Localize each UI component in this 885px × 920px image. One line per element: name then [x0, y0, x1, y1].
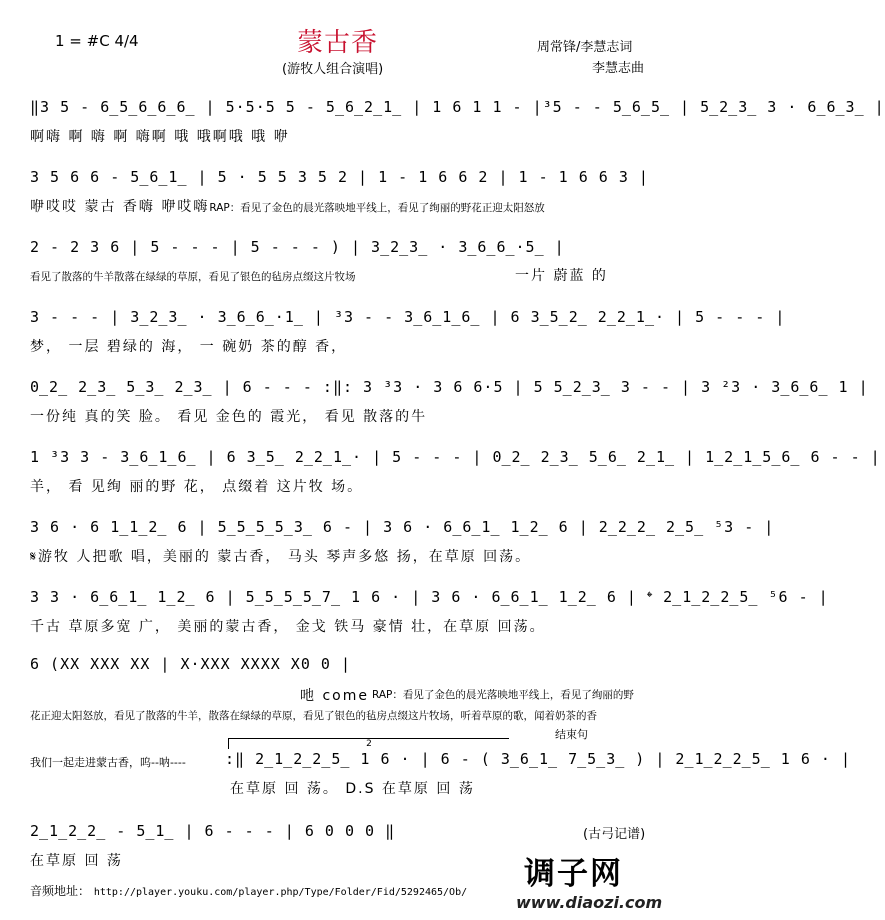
rap-text: RAP：看见了金色的晨光落映地平线上，看见了绚丽的野 — [372, 689, 634, 701]
notation-line: 3 - - - | 3̲2̲3̲ · 3̲6̲6̲·1̲ | ³3 - - 3̲6̲1̲6̲ | 6 3̲5̲2̲ 2̲2̲1̲· | 5 - - - | — [30, 308, 786, 326]
lyric-line: 一份纯 真的笑 脸。 看见 金色的 霞光， 看见 散落的牛 — [30, 409, 428, 425]
notation-line: 3 6 · 6 1̲1̲2̲ 6 | 5̲5̲5̲5̲3̲ 6 - | 3 6 · 6̲6̲1̲ 1̲2̲ 6 | 2̲2̲2̲ 2̲5̲ ⁵3 - | — [30, 518, 775, 536]
notation-line: 2̲1̲2̲2̲ - 5̲1̲ | 6 - - - | 6 0 0 0 ‖ — [30, 822, 396, 840]
transcriber-credit: (古弓记谱) — [583, 827, 646, 842]
lyric-text: 吔 come — [300, 688, 369, 704]
rap-text: 我们一起走进蒙古香，呜--呐---- — [30, 756, 186, 769]
audio-label: 音频地址： — [30, 884, 91, 898]
site-logo: 调子网 — [524, 856, 623, 892]
song-title: 蒙古香 — [297, 28, 379, 58]
notation-line: 1 ³3 3 - 3̲6̲1̲6̲ | 6 3̲5̲ 2̲2̲1̲· | 5 - - - | 0̲2̲ 2̲3̲ 5̲6̲ 2̲1̲ | 1̲2̲1̲5̲6̲ 6 - - | — [30, 448, 881, 466]
audio-url[interactable]: http://player.youku.com/player.php/Type/Folder/Fid/5292465/Ob/ — [93, 887, 468, 898]
rap-text: RAP：看见了金色的晨光落映地平线上，看见了绚丽的野花正迎太阳怒放 — [209, 202, 545, 214]
lyric-line: 𝄋游牧 人把歌 唱，美丽的 蒙古香， 马头 琴声多悠 扬，在草原 回荡。 — [30, 549, 532, 565]
volta-number: 2 — [366, 739, 372, 749]
lyric-line: 梦， 一层 碧绿的 海， 一 碗奶 茶的醇 香， — [30, 339, 348, 355]
lyricist-credit: 周常锋/李慧志词 — [537, 40, 633, 55]
lyric-line: 在草原 回 荡。 D.S 在草原 回 荡 — [230, 781, 475, 797]
lyric-line: 啊嗨 啊 嗨 啊 嗨啊 哦 哦啊哦 哦 咿 — [30, 129, 290, 145]
site-url[interactable]: www.diaozi.com — [516, 893, 663, 912]
notation-line: ‖3 5 - 6̲5̲6̲6̲6̲ | 5·5·5 5 - 5̲6̲2̲1̲ | 1 6 1 1 - |³5 - - 5̲6̲5̲ | 5̲2̲3̲ 3 · 6̲6̲3̲ | — [30, 98, 885, 116]
lyric-line: 千古 草原多宽 广， 美丽的蒙古香， 金戈 铁马 豪情 壮，在草原 回荡。 — [30, 619, 546, 635]
lyric-text: 咿哎哎 蒙古 香嗨 咿哎嗨 — [30, 199, 210, 215]
lyric-line: 羊， 看 见绚 丽的野 花， 点缀着 这片牧 场。 — [30, 479, 364, 495]
notation-line: :‖ 2̲1̲2̲2̲5̲ 1 6 · | 6 - ( 3̲6̲1̲ 7̲5̲3̲ ) | 2̲1̲2̲2̲5̲ 1 6 · | — [225, 750, 851, 768]
audio-address — [30, 882, 467, 899]
lyric-line — [30, 268, 670, 284]
notation-line: 3 5 6 6 - 5̲6̲1̲ | 5 · 5 5 3 5 2 | 1 - 1 6 6 2 | 1 - 1 6 6 3 | — [30, 168, 649, 186]
lyric-line: 在草原 回 荡 — [30, 853, 123, 869]
ending-label: 结束句 — [555, 728, 588, 741]
notation-line: 0̲2̲ 2̲3̲ 5̲3̲ 2̲3̲ | 6 - - - :‖: 3 ³3 · 3 6 6·5 | 5 5̲2̲3̲ 3 - - | 3 ²3 · 3̲6̲6̲ 1 | — [30, 378, 869, 396]
rap-continuation: 花正迎太阳怒放，看见了散落的牛羊，散落在绿绿的草原，看见了银色的毡房点缀这片牧场，听着草原的歌，闻着奶茶的香 — [30, 710, 597, 722]
notation-line: 6 (XX XXX XX | X·XXX XXXX X0 0 | — [30, 655, 351, 673]
notation-line: 3 3 · 6̲6̲1̲ 1̲2̲ 6 | 5̲5̲5̲5̲7̲ 1 6 · | 3 6 · 6̲6̲1̲ 1̲2̲ 6 | 𝄌 2̲1̲2̲2̲5̲ ⁵6 - | — [30, 588, 829, 606]
rap-text: 看见了散落的牛羊散落在绿绿的草原，看见了银色的毡房点缀这片牧场 — [30, 271, 356, 283]
lyric-text: 一片 蔚蓝 的 — [515, 268, 608, 284]
composer-credit: 李慧志曲 — [592, 61, 645, 76]
volta-bracket — [228, 738, 509, 749]
lyric-line — [30, 196, 670, 216]
song-subtitle: (游牧人组合演唱) — [282, 62, 384, 77]
key-signature: 1 = #C 4/4 — [55, 32, 139, 50]
notation-line: 2 - 2 3 6 | 5 - - - | 5 - - - ) | 3̲2̲3̲ · 3̲6̲6̲·5̲ | — [30, 238, 565, 256]
